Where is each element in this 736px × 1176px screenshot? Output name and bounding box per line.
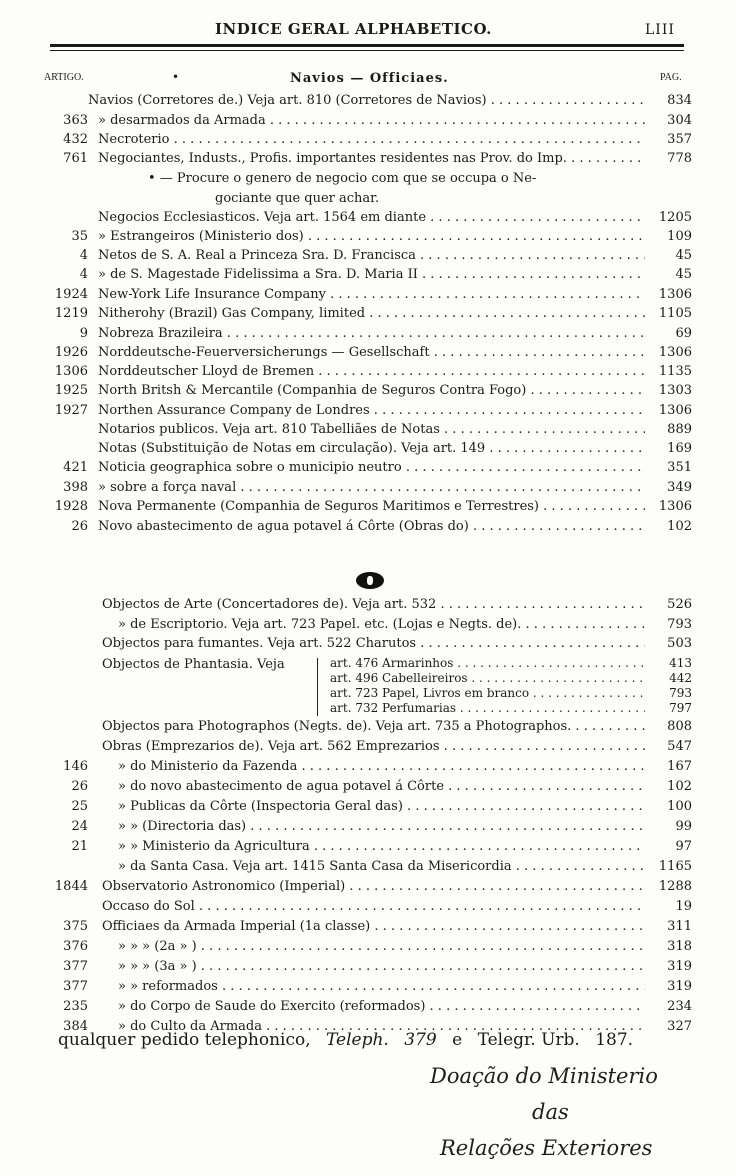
column-head-marker: • xyxy=(172,70,180,84)
index-entry xyxy=(0,778,736,796)
index-entry xyxy=(0,305,736,323)
index-entry xyxy=(0,998,736,1016)
entry-text: » » reformados . . . xyxy=(118,978,645,996)
entry-page-number: 834 xyxy=(667,93,692,108)
entry-page-number: 1306 xyxy=(658,499,692,514)
entry-page-number: 169 xyxy=(667,441,692,456)
index-entry xyxy=(0,738,736,756)
entry-text: Obras (Emprezarios de). Veja art. 562 Emprezarios . . . xyxy=(102,738,645,756)
entry-page-number: 1306 xyxy=(658,403,692,418)
phantasia-entry-text: art. 496 Cabelleireiros . . . xyxy=(330,671,645,686)
column-head-pag: PAG. xyxy=(660,72,682,83)
index-entry xyxy=(0,918,736,936)
entry-text: » desarmados da Armada . . . xyxy=(98,112,645,130)
entry-page-number: 167 xyxy=(667,759,692,774)
section-head: Navios — Officiaes. xyxy=(290,71,449,86)
entry-article-number: 21 xyxy=(71,839,88,854)
entry-text: Negociantes, Industs., Profis. importantes residentes nas Prov. do Imp. . . . xyxy=(98,150,645,168)
page-header xyxy=(0,0,736,64)
header-rule-thin xyxy=(50,50,684,51)
entry-text: Norddeutsche-Feuerversicherungs — Gesellschaft . . . xyxy=(98,344,645,362)
index-entry xyxy=(0,596,736,614)
entry-page-number: 45 xyxy=(675,248,692,263)
entry-page-number: 778 xyxy=(667,151,692,166)
entry-article-number: 1925 xyxy=(54,383,88,398)
entry-article-number: 24 xyxy=(71,819,88,834)
entry-article-number: 4 xyxy=(79,248,88,263)
column-head-art: ARTIGO. xyxy=(44,72,84,83)
entry-article-number: 146 xyxy=(63,759,88,774)
footer-conjunction: e xyxy=(452,1030,463,1050)
entry-article-number: 9 xyxy=(79,326,88,341)
entry-text: Navios (Corretores de.) Veja art. 810 (Corretores de Navios) . . . xyxy=(88,92,645,110)
index-entry xyxy=(0,209,736,227)
phantasia-entry xyxy=(0,686,736,701)
entry-page-number: 1306 xyxy=(658,345,692,360)
header-page-number: LIII xyxy=(645,22,675,38)
index-entry xyxy=(0,440,736,458)
footer-telegr-number: 187. xyxy=(595,1030,634,1050)
entry-article-number: 384 xyxy=(63,1019,88,1034)
footer-teleph-number: 379 xyxy=(404,1030,437,1050)
entry-text: Necroterio . . . xyxy=(98,131,645,149)
entry-page-number: 109 xyxy=(667,229,692,244)
entry-text: Notarios publicos. Veja art. 810 Tabelliães de Notas . . . xyxy=(98,421,645,439)
index-entry xyxy=(0,421,736,439)
phantasia-entry xyxy=(0,701,736,716)
entry-text: » Estrangeiros (Ministerio dos) . . . xyxy=(98,228,645,246)
phantasia-entry-page: 797 xyxy=(669,701,692,715)
entry-article-number: 25 xyxy=(71,799,88,814)
entry-page-number: 889 xyxy=(667,422,692,437)
entry-text: Noticia geographica sobre o municipio neutro . . . xyxy=(98,459,645,477)
index-entry xyxy=(0,402,736,420)
entry-article-number: 1927 xyxy=(54,403,88,418)
entry-text: » » (Directoria das) . . . xyxy=(118,818,645,836)
entry-article-number: 377 xyxy=(63,959,88,974)
entry-text: Novo abastecimento de agua potavel á Côrte (Obras do) . . . xyxy=(98,518,645,536)
entry-text: Negocios Ecclesiasticos. Veja art. 1564 em diante . . . xyxy=(98,209,645,227)
entry-page-number: 1303 xyxy=(658,383,692,398)
index-entry xyxy=(0,858,736,876)
entry-page-number: 319 xyxy=(667,979,692,994)
entry-page-number: 1306 xyxy=(658,287,692,302)
entry-text: Objectos para fumantes. Veja art. 522 Charutos . . . xyxy=(102,635,645,653)
index-entry xyxy=(0,459,736,477)
entry-page-number: 100 xyxy=(667,799,692,814)
entry-page-number: 793 xyxy=(667,617,692,632)
entry-article-number: 1924 xyxy=(54,287,88,302)
index-entry xyxy=(0,344,736,362)
index-entry xyxy=(0,479,736,497)
index-entry xyxy=(0,818,736,836)
entry-text: » do Corpo de Saude do Exercito (reformados) . . . xyxy=(118,998,645,1016)
entry-text: » de Escriptorio. Veja art. 723 Papel. etc. (Lojas e Negts. de). . . . xyxy=(118,616,645,634)
phantasia-entry xyxy=(0,671,736,686)
header-rule-thick xyxy=(50,44,684,47)
entry-article-number: 235 xyxy=(63,999,88,1014)
entry-text: Objectos de Phantasia. Veja xyxy=(102,657,285,672)
index-entry xyxy=(0,958,736,976)
entry-text: Objectos de Arte (Concertadores de). Veja art. 532 . . . xyxy=(102,596,645,614)
index-entry xyxy=(0,938,736,956)
entry-article-number: 1306 xyxy=(54,364,88,379)
entry-page-number: 351 xyxy=(667,460,692,475)
index-entry xyxy=(0,758,736,776)
entry-article-number: 375 xyxy=(63,919,88,934)
footer-text: qualquer pedido telephonico, xyxy=(58,1030,311,1050)
entry-page-number: 808 xyxy=(667,719,692,734)
entry-text: » de S. Magestade Fidelissima a Sra. D. Maria II . . . xyxy=(98,266,645,284)
index-entry xyxy=(0,382,736,400)
entry-article-number: 398 xyxy=(63,480,88,495)
index-entry xyxy=(0,228,736,246)
phantasia-entry-page: 442 xyxy=(669,671,692,685)
donation-stamp-line3: Relações Exteriores xyxy=(440,1136,653,1160)
phantasia-entry-text: art. 723 Papel, Livros em branco . . . xyxy=(330,686,645,701)
footer-teleph-label: Teleph. xyxy=(326,1030,389,1050)
index-entry xyxy=(0,286,736,304)
entry-article-number: 363 xyxy=(63,113,88,128)
entry-page-number: 503 xyxy=(667,636,692,651)
index-entry xyxy=(0,498,736,516)
entry-text: » do Culto da Armada . . . xyxy=(118,1018,645,1036)
index-entry xyxy=(0,898,736,916)
entry-text: » » Ministerio da Agricultura . . . xyxy=(118,838,645,856)
entry-article-number: 1844 xyxy=(54,879,88,894)
entry-page-number: 327 xyxy=(667,1019,692,1034)
index-entry xyxy=(0,170,736,188)
entry-page-number: 1288 xyxy=(658,879,692,894)
entry-text: Nobreza Brazileira . . . xyxy=(98,325,645,343)
index-entry xyxy=(0,616,736,634)
entry-text: North Britsh & Mercantile (Companhia de Seguros Contra Fogo) . . . xyxy=(98,382,645,400)
entry-page-number: 19 xyxy=(675,899,692,914)
index-entry xyxy=(0,131,736,149)
index-entry xyxy=(0,363,736,381)
footer-telephone-line xyxy=(58,1030,643,1050)
entry-page-number: 304 xyxy=(667,113,692,128)
entry-article-number: 26 xyxy=(71,519,88,534)
entry-page-number: 357 xyxy=(667,132,692,147)
phantasia-entry-text: art. 732 Perfumarias . . . xyxy=(330,701,645,716)
entry-article-number: 432 xyxy=(63,132,88,147)
index-entry xyxy=(0,718,736,736)
phantasia-entry-page: 413 xyxy=(669,656,692,670)
entry-article-number: 761 xyxy=(63,151,88,166)
entry-page-number: 349 xyxy=(667,480,692,495)
entry-page-number: 102 xyxy=(667,519,692,534)
index-entry xyxy=(0,518,736,536)
index-entry xyxy=(0,798,736,816)
donation-stamp-line2: das xyxy=(532,1100,569,1124)
section-o-letter-mark xyxy=(356,572,384,589)
entry-page-number: 45 xyxy=(675,267,692,282)
entry-article-number: 421 xyxy=(63,460,88,475)
entry-page-number: 1205 xyxy=(658,210,692,225)
entry-page-number: 69 xyxy=(675,326,692,341)
entry-page-number: 99 xyxy=(675,819,692,834)
index-entry xyxy=(0,635,736,653)
entry-text: Officiaes da Armada Imperial (1a classe) . . . xyxy=(102,918,645,936)
index-entry xyxy=(0,92,736,110)
index-entry xyxy=(0,247,736,265)
header-title: INDICE GERAL ALPHABETICO. xyxy=(215,20,492,38)
entry-article-number: 376 xyxy=(63,939,88,954)
entry-page-number: 1105 xyxy=(658,306,692,321)
entry-page-number: 547 xyxy=(667,739,692,754)
phantasia-entry-text: art. 476 Armarinhos . . . xyxy=(330,656,645,671)
entry-text: » do Ministerio da Fazenda . . . xyxy=(118,758,645,776)
entry-text: New-York Life Insurance Company . . . xyxy=(98,286,645,304)
entry-text: » » » (2a » ) . . . xyxy=(118,938,645,956)
entry-page-number: 318 xyxy=(667,939,692,954)
entry-page-number: 1165 xyxy=(658,859,692,874)
entry-text: » da Santa Casa. Veja art. 1415 Santa Casa da Misericordia . . . xyxy=(118,858,645,876)
entry-text: Objectos para Photographos (Negts. de). Veja art. 735 a Photographos. . . . xyxy=(102,718,645,736)
entry-page-number: 319 xyxy=(667,959,692,974)
entry-text: Notas (Substituição de Notas em circulação). Veja art. 149 . . . xyxy=(98,440,645,458)
entry-text: » do novo abastecimento de agua potavel á Côrte . . . xyxy=(118,778,645,796)
phantasia-entry xyxy=(0,656,736,671)
entry-text: Norddeutscher Lloyd de Bremen . . . xyxy=(98,363,645,381)
entry-article-number: 26 xyxy=(71,779,88,794)
index-entry xyxy=(0,325,736,343)
index-entry xyxy=(0,978,736,996)
entry-text: Nova Permanente (Companhia de Seguros Maritimos e Terrestres) . . . xyxy=(98,498,645,516)
index-entry xyxy=(0,878,736,896)
entry-page-number: 102 xyxy=(667,779,692,794)
entry-page-number: 311 xyxy=(667,919,692,934)
entry-article-number: 4 xyxy=(79,267,88,282)
entry-text: • — Procure o genero de negocio com que se occupa o Ne- xyxy=(148,171,537,186)
entry-page-number: 234 xyxy=(667,999,692,1014)
entry-text: Nitherohy (Brazil) Gas Company, limited . . . xyxy=(98,305,645,323)
index-entry xyxy=(0,838,736,856)
phantasia-entry-page: 793 xyxy=(669,686,692,700)
entry-text: Occaso do Sol . . . xyxy=(102,898,645,916)
footer-telegr-label: Telegr. Urb. xyxy=(477,1030,580,1050)
index-entry xyxy=(0,150,736,168)
index-entry xyxy=(0,112,736,130)
entry-text: Observatorio Astronomico (Imperial) . . . xyxy=(102,878,645,896)
entry-page-number: 1135 xyxy=(658,364,692,379)
index-entry xyxy=(0,190,736,208)
entry-page-number: 526 xyxy=(667,597,692,612)
entry-page-number: 97 xyxy=(675,839,692,854)
entry-text: » Publicas da Côrte (Inspectoria Geral das) . . . xyxy=(118,798,645,816)
entry-text: gociante que quer achar. xyxy=(215,191,380,206)
entry-text: » » » (3a » ) . . . xyxy=(118,958,645,976)
entry-article-number: 35 xyxy=(71,229,88,244)
entry-article-number: 1926 xyxy=(54,345,88,360)
entry-text: Northen Assurance Company de Londres . . . xyxy=(98,402,645,420)
entry-article-number: 1928 xyxy=(54,499,88,514)
entry-text: » sobre a força naval . . . xyxy=(98,479,645,497)
entry-article-number: 377 xyxy=(63,979,88,994)
entry-article-number: 1219 xyxy=(54,306,88,321)
index-entry xyxy=(0,266,736,284)
donation-stamp-line1: Doação do Ministerio xyxy=(430,1064,658,1088)
entry-text: Netos de S. A. Real a Princeza Sra. D. Francisca . . . xyxy=(98,247,645,265)
